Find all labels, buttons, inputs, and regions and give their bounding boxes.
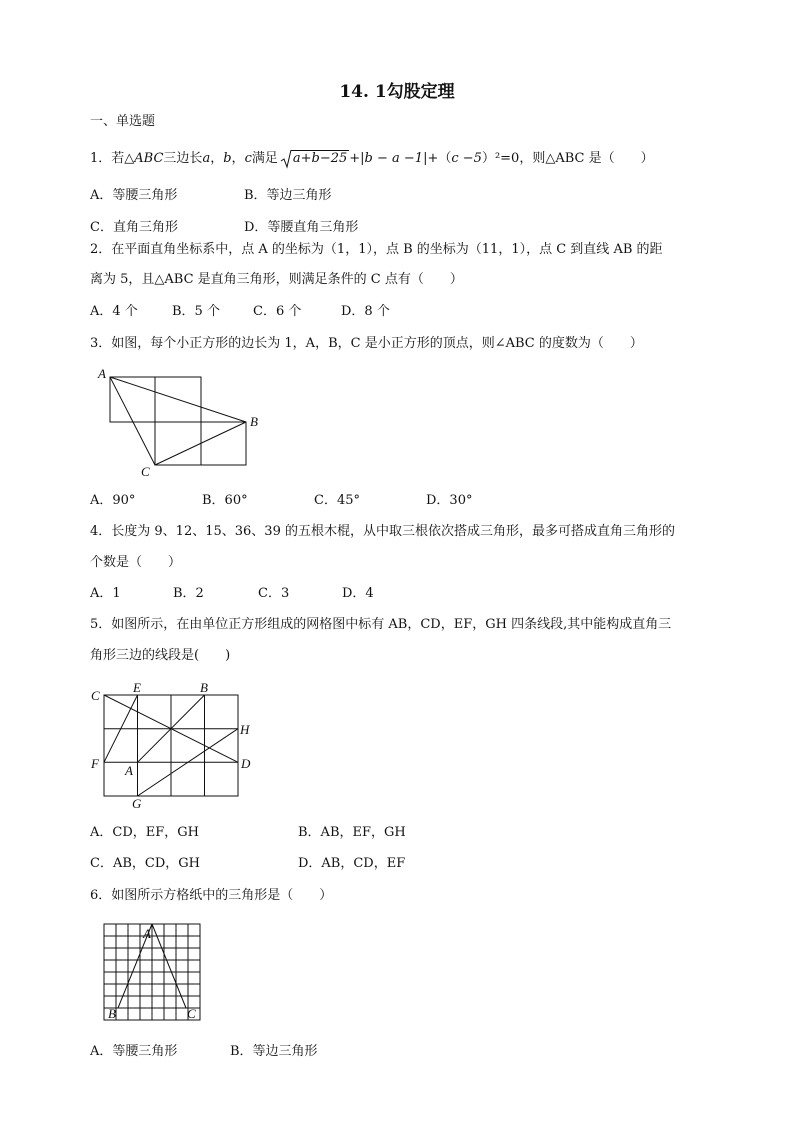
q2-line2: 离为 5，且△ABC 是直角三角形，则满足条件的 C 点有（ ） [90,272,463,287]
q5-option-d: D．AB，CD，EF [298,856,406,871]
q6-label-a: A [143,926,151,941]
q6-line1: 6．如图所示方格纸中的三角形是（ ） [90,888,333,903]
q1-option-b: B．等边三角形 [244,188,332,203]
q5-option-c: C．AB，CD，GH [90,856,200,871]
q1-abs: + [349,151,361,166]
q1-b: b [223,151,232,166]
q4-option-b: B．2 [173,586,204,601]
q6-label-c: C [187,1006,196,1021]
q6-segment-ac [152,924,186,1008]
q1-comma1: ， [210,151,224,166]
q1-option-c: C．直角三角形 [90,220,178,235]
q3-label-a: A [98,366,106,381]
q2-line1: 2．在平面直角坐标系中，点 A 的坐标为（1，1），点 B 的坐标为（11，1），点 C 到直线 AB 的距 [90,242,663,257]
section-heading: 一、单选题 [90,114,156,129]
q3-segment-ab [110,377,246,422]
q5-line1: 5．如图所示，在由单位正方形组成的网格图中标有 AB，CD，EF，GH 四条线段,其中能构成直角三 [90,617,672,632]
q1-option-d: D．等腰直角三角形 [244,220,359,235]
q4-option-a: A．1 [90,586,121,601]
q5-option-a: A．CD，EF，GH [90,825,199,840]
q5-label-d: D [241,756,251,771]
q3-option-c: C．45° [314,493,360,508]
q3-option-b: B．60° [202,493,248,508]
q5-label-f: F [91,756,99,771]
q2-option-c: C．6 个 [253,304,302,319]
q3-option-d: D．30° [426,493,473,508]
q3-line1: 3．如图，每个小正方形的边长为 1，A，B，C 是小正方形的顶点，则∠ABC 的度数为（ ） [90,336,643,351]
q3-label-c: C [141,464,150,479]
q3-segment-ac [110,377,155,465]
q3-option-a: A．90° [90,493,136,508]
q6-option-a: A．等腰三角形 [90,1044,178,1059]
q5-grid-figure [88,678,268,810]
q1-paren-expr: c −5 [451,151,482,166]
q5-label-a: A [125,763,133,778]
q3-grid-figure [90,360,280,485]
q2-option-b: B．5 个 [172,304,220,319]
q1-comma2: ， [231,151,245,166]
q2-option-a: A．4 个 [90,304,138,319]
q1-prefix: 1．若△ [90,151,135,166]
q4-line2: 个数是（ ） [90,555,182,570]
q1-mid2: 满足 [251,151,278,166]
q5-label-h: H [240,722,250,737]
q6-label-b: B [108,1006,116,1021]
q1-suffix: ）²=0，则△ABC 是（ ） [481,151,654,166]
q4-option-d: D．4 [342,586,374,601]
page-title: 14. 1勾股定理 [339,82,455,102]
q4-option-c: C．3 [258,586,290,601]
q4-line1: 4．长度为 9、12、15、36、39 的五根木棍，从中取三根依次搭成三角形，最多可搭成直角三角形的 [90,524,675,539]
q1-abs-expr: |b − a −1| [360,151,428,166]
q1-option-a: A．等腰三角形 [90,188,178,203]
q2-option-d: D．8 个 [341,304,390,319]
q6-grid-figure [98,918,210,1026]
q1-c: c [244,151,252,166]
q1-plus: +（ [427,151,452,166]
q3-label-b: B [250,414,258,429]
q6-grid-lines [104,924,200,1020]
q1-sqrt [280,149,349,169]
q1-abc: ABC [134,151,164,166]
q1-a: a [202,151,211,166]
sqrt-sign-icon [280,149,292,169]
q5-option-b: B．AB，EF，GH [298,825,406,840]
q5-label-e: E [133,680,141,695]
q6-option-b: B．等边三角形 [230,1044,318,1059]
q5-label-g: G [132,796,142,810]
q5-label-c: C [91,688,100,703]
question-1 [90,149,654,169]
q1-mid1: 三边长 [163,151,203,166]
q1-sqrt-expr: a+b−25 [292,151,348,166]
q5-label-b: B [200,680,208,695]
q5-line2: 角形三边的线段是( ) [90,648,231,663]
